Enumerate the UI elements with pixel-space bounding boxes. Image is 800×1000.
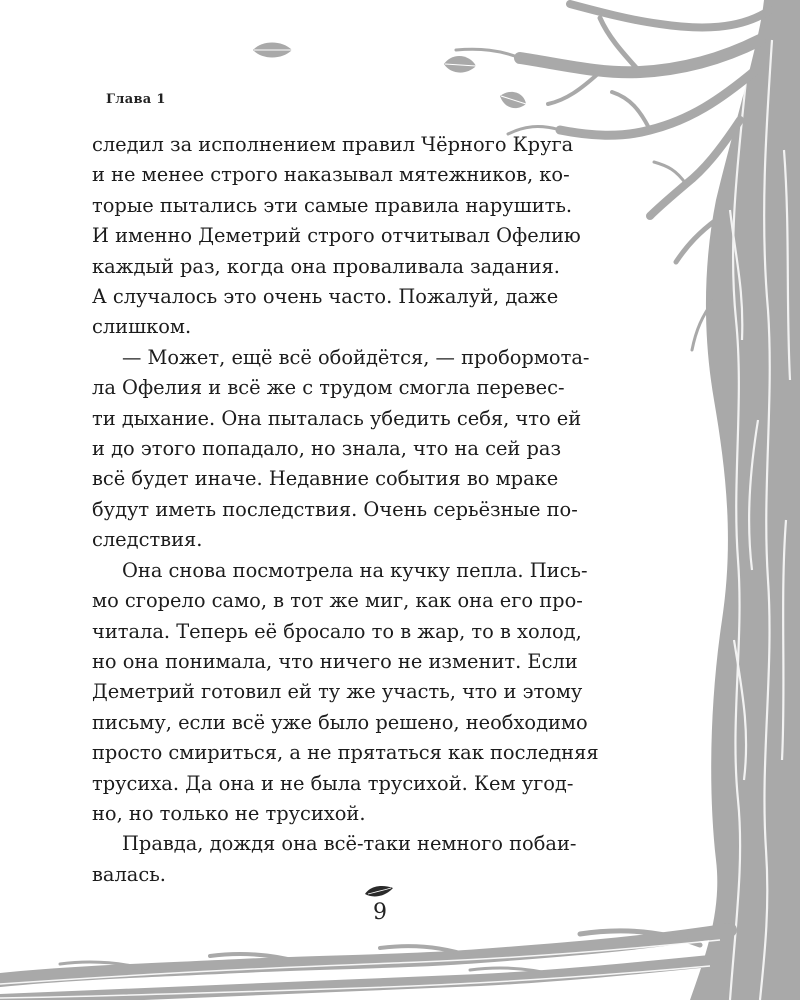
text-line: трусиха. Да она и не была трусихой. Кем угод- — [92, 771, 574, 795]
text-line: читала. Теперь её бросало то в жар, то в холод, — [92, 619, 582, 643]
text-line: следил за исполнением правил Чёрного Круга — [92, 133, 574, 156]
text-line: и не менее строго наказывал мятежников, ко- — [92, 163, 570, 187]
leaf-decoration — [253, 43, 526, 109]
text-line: всё будет иначе. Недавние события во мраке — [92, 467, 559, 491]
text-line: Правда, дождя она всё-таки немного побаи- — [122, 832, 577, 856]
text-line: письму, если всё уже было решено, необходимо — [92, 710, 588, 734]
text-line: И именно Деметрий строго отчитывал Офелию — [92, 224, 581, 248]
leaf-ornament-icon — [364, 884, 394, 900]
tree-trunk — [690, 0, 800, 1000]
text-line: ти дыхание. Она пыталась убедить себя, что ей — [92, 406, 582, 430]
text-line: слишком. — [92, 315, 192, 339]
text-line: А случалось это очень часто. Пожалуй, даже — [92, 285, 559, 309]
text-line: Деметрий готовил ей ту же участь, что и этому — [92, 680, 583, 704]
text-line: валась. — [92, 862, 166, 886]
text-line: каждый раз, когда она проваливала задания. — [92, 254, 560, 278]
text-line: торые пытались эти самые правила нарушить. — [92, 193, 573, 217]
text-line: но она понимала, что ничего не изменит. Если — [92, 649, 578, 673]
chapter-header: Глава 1 — [106, 92, 166, 107]
text-line: ла Офелия и всё же с трудом смогла перевес- — [92, 376, 565, 400]
text-line: мо сгорело само, в тот же миг, как она его про- — [92, 589, 583, 613]
text-line: следствия. — [92, 528, 203, 552]
text-line: — Может, ещё всё обойдётся, — пробормота- — [122, 345, 590, 369]
text-line: будут иметь последствия. Очень серьёзные по- — [92, 497, 578, 521]
page-number: 9 — [373, 900, 387, 925]
body-text — [92, 130, 692, 890]
text-line: просто смириться, а не прятаться как последняя — [92, 741, 599, 765]
text-line: но, но только не трусихой. — [92, 801, 366, 825]
text-line: Она снова посмотрела на кучку пепла. Пись- — [122, 558, 588, 582]
text-line: и до этого попадало, но знала, что на сей раз — [92, 437, 562, 461]
